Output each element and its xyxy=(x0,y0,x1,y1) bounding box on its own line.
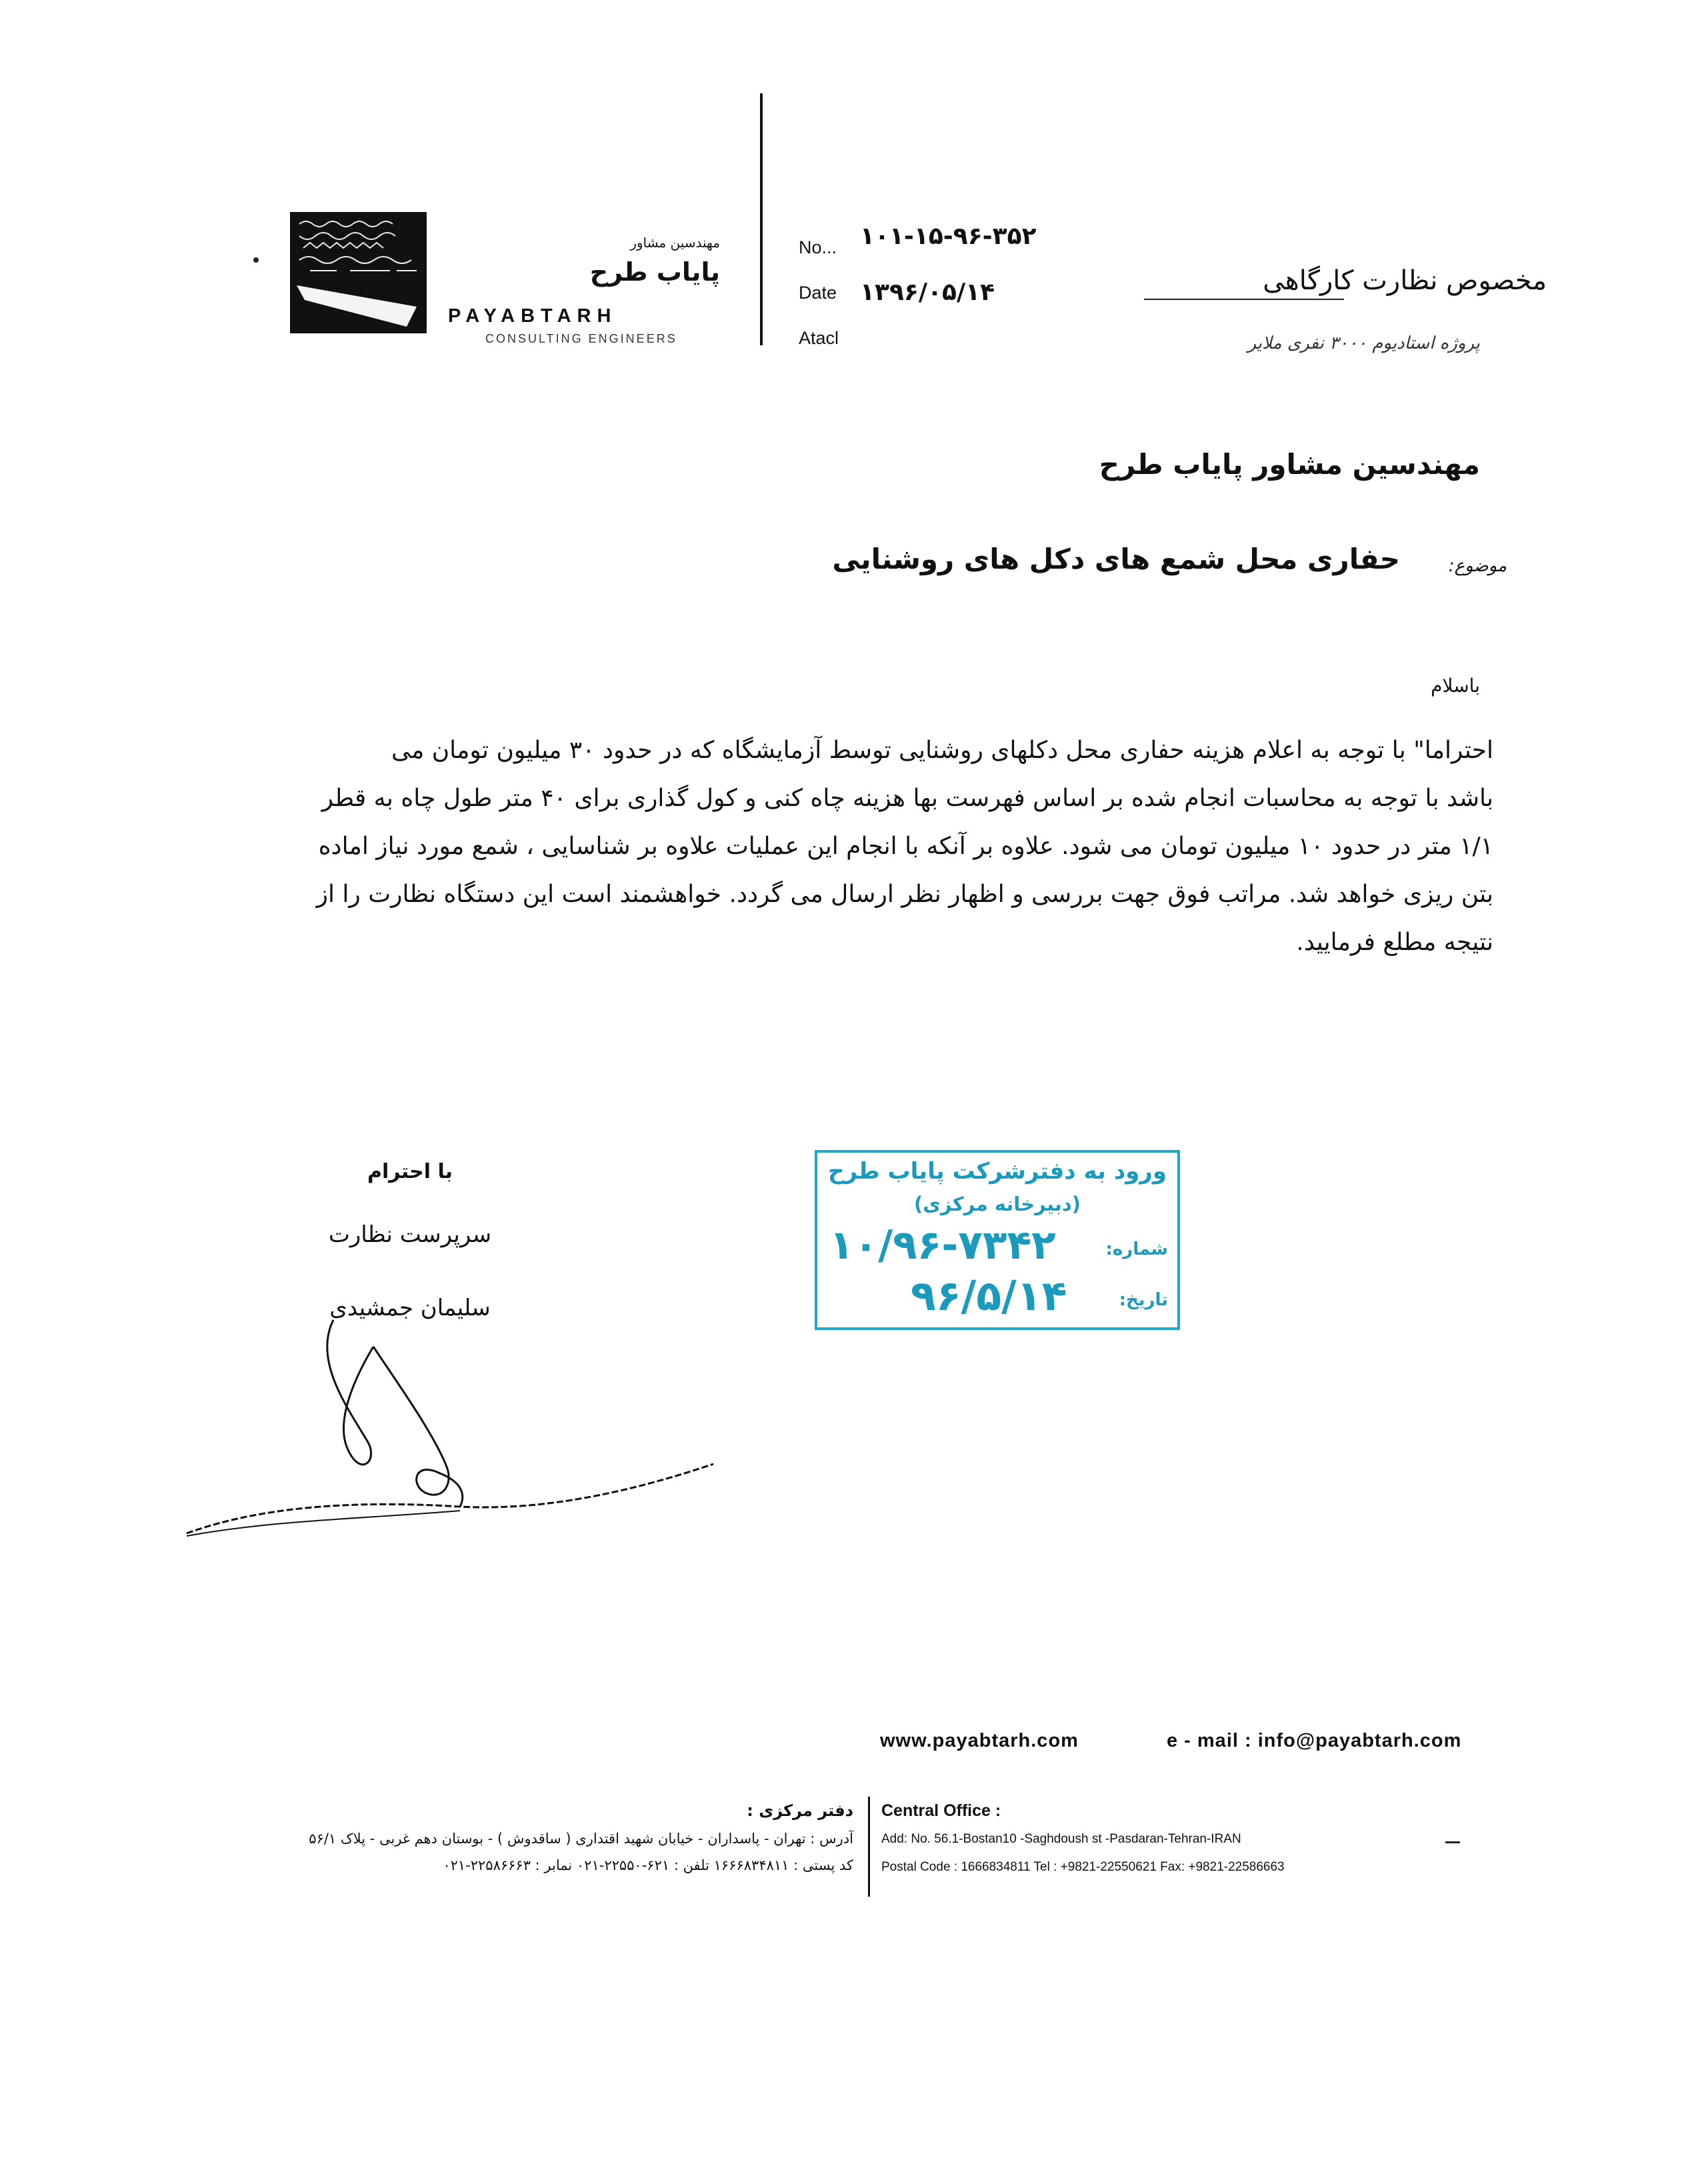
logo-graphic xyxy=(290,212,427,333)
footer-contact-en: Postal Code : 1666834811 Tel : +9821-22550621 Fax: +9821-22586663 xyxy=(881,1860,1285,1874)
footer-divider xyxy=(868,1797,870,1897)
footer-email: e - mail : info@payabtarh.com xyxy=(1167,1730,1462,1751)
company-name-en: PAYABTARH xyxy=(448,305,617,327)
stamp-number: ۱۰/۹۶-۷۳۴۲ xyxy=(829,1222,1056,1269)
header-divider xyxy=(760,93,763,345)
addressee: مهندسین مشاور پایاب طرح xyxy=(1099,448,1480,481)
company-logo xyxy=(290,212,427,333)
company-subtitle: CONSULTING ENGINEERS xyxy=(485,332,677,345)
company-name-prefix-fa: مهندسین مشاور xyxy=(630,235,720,251)
body-line: بتن ریزی خواهد شد. مراتب فوق جهت بررسی و اظهار نظر ارسال می گردد. خواهشمند است این دستگاه نظارت را از xyxy=(316,881,1493,908)
letter-date: ۱۳۹۶/۰۵/۱۴ xyxy=(860,279,995,306)
body-line: باشد با توجه به محاسبات انجام شده بر اساس فهرست بها هزینه چاه کنی و کول گذاری برای ۴۰ متر طول چاه به قطر xyxy=(321,785,1493,812)
attachment-label: Atacl xyxy=(799,328,839,348)
margin-dot xyxy=(253,257,259,263)
letter-number: ۱۰۱-۱۵-۹۶-۳۵۲ xyxy=(860,223,1037,250)
subject-label: موضوع: xyxy=(1448,556,1507,576)
handwritten-signature xyxy=(180,1307,740,1547)
number-label: No... xyxy=(799,237,837,257)
supervision-heading: مخصوص نظارت کارگاهی xyxy=(1263,265,1547,296)
body-line: نتیجه مطلع فرمایید. xyxy=(1296,929,1493,956)
stamp-date: ۹۶/۵/۱۴ xyxy=(911,1271,1067,1320)
signer-name: سلیمان جمشیدی xyxy=(329,1295,491,1321)
date-label: Date xyxy=(799,283,837,303)
stamp-title: ورود به دفترشرکت پایاب طرح xyxy=(827,1158,1167,1185)
receipt-stamp xyxy=(815,1150,1180,1330)
closing: با احترام xyxy=(367,1160,453,1183)
project-note: پروژه استادیوم ۳۰۰۰ نفری ملایر xyxy=(1247,333,1480,353)
margin-mark xyxy=(1445,1841,1460,1843)
footer-office-heading-fa: دفتر مرکزی : xyxy=(747,1801,853,1820)
heading-underline xyxy=(1144,299,1344,300)
letter-body xyxy=(220,727,1493,967)
footer-address-en: Add: No. 56.1-Bostan10 -Saghdoush st -Pasdaran-Tehran-IRAN xyxy=(881,1832,1241,1846)
body-line: احتراما" با توجه به اعلام هزینه حفاری محل دکلهای روشنایی توسط آزمایشگاه که در حدود ۳۰ میلیون تومان می xyxy=(391,737,1493,764)
footer-contact-fa: کد پستی : ۱۶۶۶۸۳۴۸۱۱ تلفن : ۶۲۱-۲۲۵۵۰-۰۲۱ نمابر : ۲۲۵۸۶۶۶۳-۰۲۱ xyxy=(443,1857,853,1873)
body-line: ۱/۱ متر در حدود ۱۰ میلیون تومان می شود. علاوه بر آنکه با انجام این عملیات علاوه بر شناسایی ، شمع مورد نیاز اماده xyxy=(318,833,1493,860)
footer-office-heading-en: Central Office : xyxy=(881,1801,1001,1820)
company-name-fa: پایاب طرح xyxy=(589,257,720,287)
stamp-subtitle: (دبیرخانه مرکزی) xyxy=(914,1193,1081,1215)
stamp-number-label: شماره: xyxy=(1105,1239,1168,1259)
signer-title: سرپرست نظارت xyxy=(328,1221,492,1248)
stamp-date-label: تاریخ: xyxy=(1119,1290,1168,1310)
footer-website: www.payabtarh.com xyxy=(880,1730,1079,1751)
footer-address-fa: آدرس : تهران - پاسداران - خیابان شهید اقتداری ( ساقدوش ) - بوستان دهم غربی - پلاک ۵۶/۱ xyxy=(309,1831,853,1847)
subject: حفاری محل شمع های دکل های روشنایی xyxy=(832,543,1400,575)
greeting: باسلام xyxy=(1431,675,1480,697)
